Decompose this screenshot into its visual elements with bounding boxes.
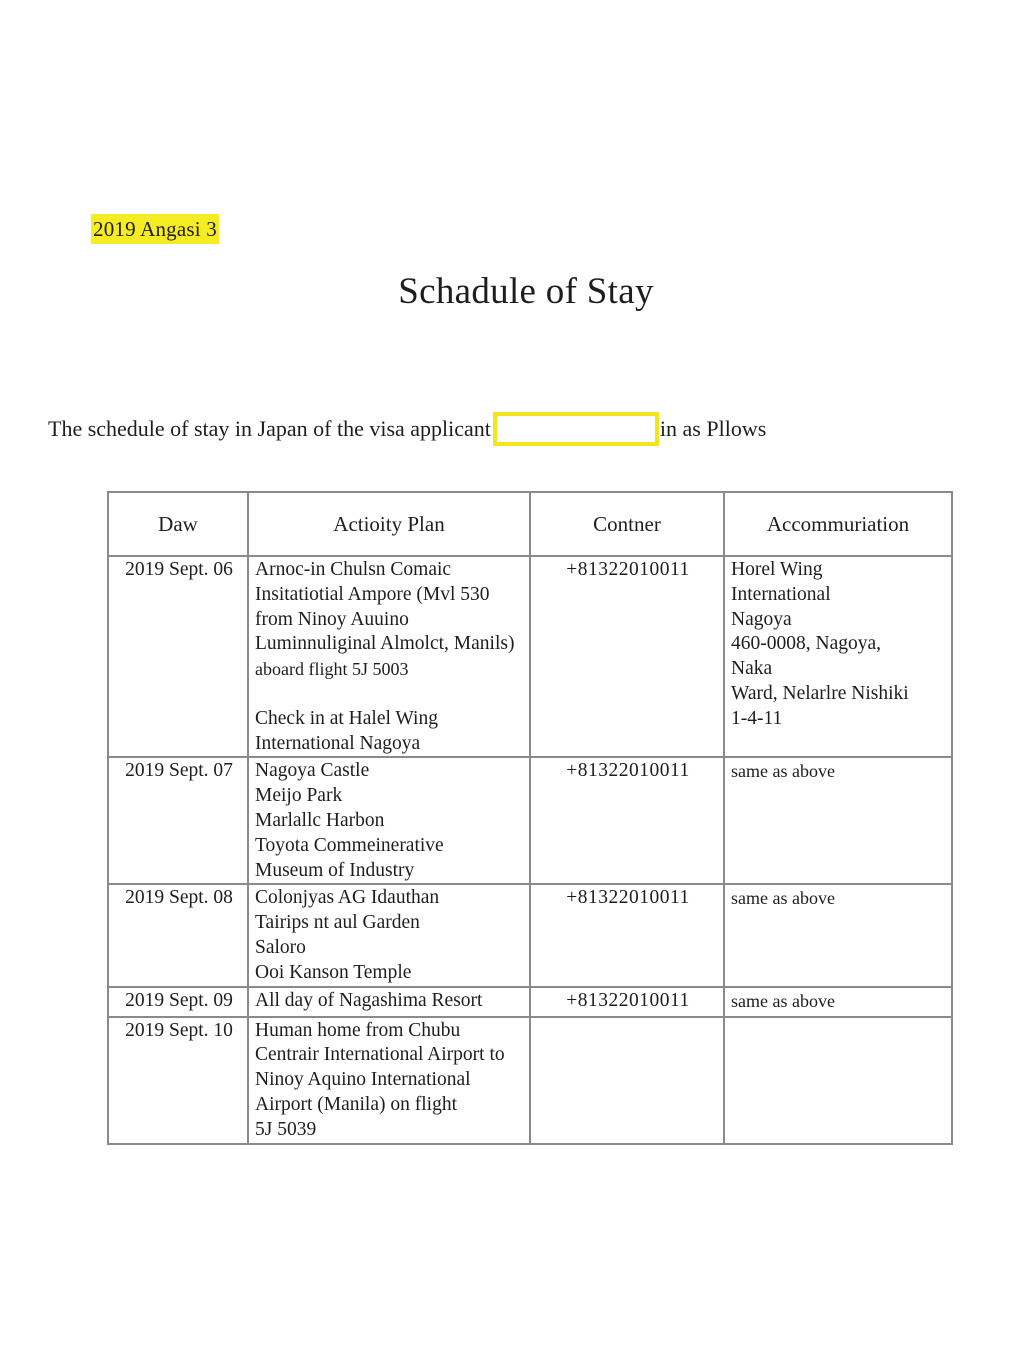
letter-date: 2019 Angasi 3	[91, 214, 219, 244]
day-cell: 2019 Sept. 09	[108, 987, 248, 1017]
activity-line: Check in at Halel Wing	[255, 707, 438, 729]
activity-cell	[248, 757, 530, 884]
activity-line: Ooi Kanson Temple	[255, 961, 412, 983]
accommodation-cell	[724, 884, 952, 986]
table-header-row	[108, 492, 952, 556]
activity-line: All day of Nagashima Resort	[255, 989, 483, 1011]
activity-line: from Ninoy Auuino	[255, 608, 409, 630]
accommodation-line: Horel Wing	[731, 559, 823, 580]
activity-line: Museum of Industry	[255, 859, 415, 881]
activity-line: Nagoya Castle	[255, 760, 370, 782]
activity-line: Airport (Manila) on flight	[255, 1093, 457, 1115]
table-row	[108, 884, 952, 986]
header-day: Daw	[108, 492, 248, 556]
accommodation-cell	[724, 757, 952, 884]
accommodation-line: Ward, Nelarlre Nishiki	[731, 682, 909, 704]
accommodation-cell	[724, 556, 952, 757]
day-cell: 2019 Sept. 08	[108, 884, 248, 986]
accommodation-line: same as above	[731, 888, 835, 909]
header-accommodation: Accommuriation	[724, 492, 952, 556]
header-activity-plan: Actioity Plan	[248, 492, 530, 556]
activity-line: Luminnuliginal Almolct, Manils)	[255, 633, 515, 655]
day-cell: 2019 Sept. 07	[108, 757, 248, 884]
activity-line: Saloro	[255, 936, 306, 958]
activity-line: Marlallc Harbon	[255, 809, 385, 831]
activity-cell	[248, 884, 530, 986]
activity-line: Human home from Chubu	[255, 1019, 461, 1041]
accommodation-line: Nagoya	[731, 608, 792, 630]
table-row	[108, 556, 952, 757]
activity-line: Insitatiotial Ampore (Mvl 530	[255, 583, 490, 605]
accommodation-line: International	[731, 583, 831, 605]
activity-line: Centrair International Airport to	[255, 1044, 505, 1066]
table-row	[108, 1017, 952, 1144]
activity-cell	[248, 556, 530, 757]
activity-line: Tairips nt aul Garden	[255, 912, 420, 934]
contact-cell: +81322010011	[530, 757, 724, 884]
contact-cell: +81322010011	[530, 987, 724, 1017]
activity-line: Ninoy Aquino International	[255, 1069, 471, 1091]
page-title: Schadule of Stay	[398, 271, 654, 312]
activity-line: Meijo Park	[255, 785, 343, 807]
activity-line: Toyota Commeinerative	[255, 834, 444, 856]
activity-line: Arnoc-in Chulsn Comaic	[255, 559, 452, 580]
activity-cell	[248, 987, 530, 1017]
contact-cell: +81322010011	[530, 556, 724, 757]
activity-line: Colonjyas AG Idauthan	[255, 887, 440, 909]
table-row	[108, 757, 952, 884]
activity-cell	[248, 1017, 530, 1144]
redacted-name-box	[493, 412, 659, 446]
contact-cell: +81322010011	[530, 884, 724, 986]
activity-line: aboard flight 5J 5003	[255, 659, 409, 680]
activity-line: 5J 5039	[255, 1118, 317, 1140]
intro-text-after: in as Pllows	[659, 416, 767, 441]
day-cell: 2019 Sept. 10	[108, 1017, 248, 1144]
activity-line: International Nagoya	[255, 732, 421, 754]
accommodation-line: 1-4-11	[731, 707, 783, 729]
spacer	[255, 682, 525, 707]
intro-sentence	[48, 412, 766, 446]
accommodation-line: Naka	[731, 658, 773, 680]
day-cell: 2019 Sept. 06	[108, 556, 248, 757]
accommodation-line: same as above	[731, 990, 835, 1011]
accommodation-line: 460-0008, Nagoya,	[731, 633, 882, 655]
header-contact: Contner	[530, 492, 724, 556]
contact-cell	[530, 1017, 724, 1144]
table-row	[108, 987, 952, 1017]
accommodation-cell	[724, 987, 952, 1017]
schedule-table	[107, 491, 953, 1145]
accommodation-line: same as above	[731, 761, 835, 782]
intro-text-before: The schedule of stay in Japan of the visa applicant	[48, 416, 491, 441]
accommodation-cell	[724, 1017, 952, 1144]
